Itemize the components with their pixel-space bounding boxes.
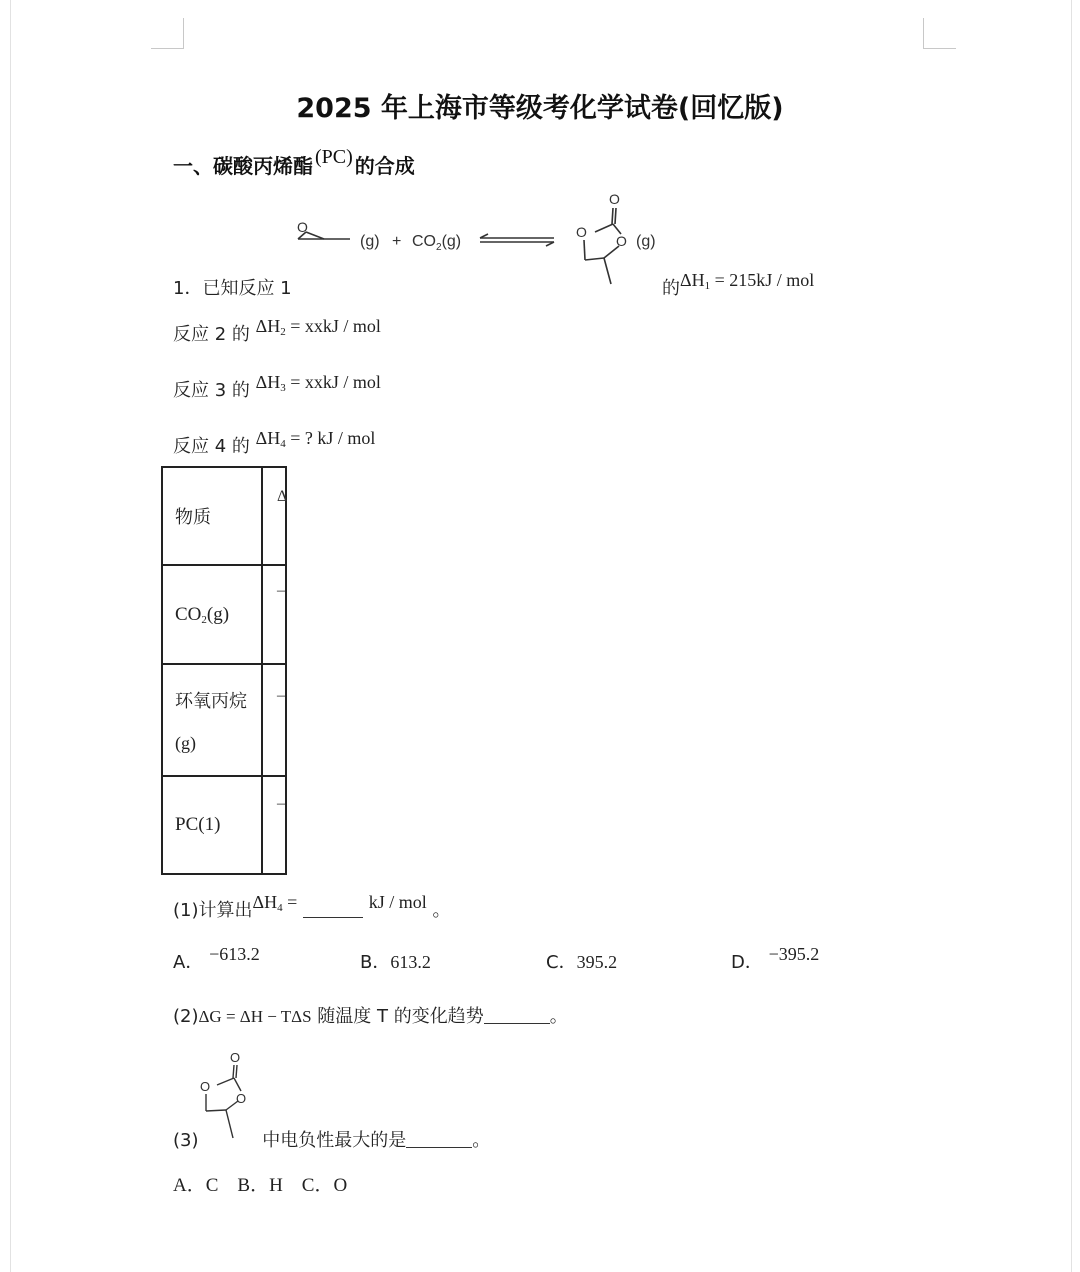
svg-text:O: O bbox=[230, 1050, 241, 1065]
co2-subscript: 2 bbox=[436, 242, 442, 253]
option-b[interactable]: B．613.2 bbox=[360, 952, 431, 973]
reaction4-line bbox=[173, 428, 376, 458]
plus-sign: + bbox=[392, 233, 402, 250]
table-row bbox=[162, 776, 286, 874]
question-3-line: (3) 中电负性最大的是 。 bbox=[173, 1130, 491, 1151]
reaction4-label: 反应 4 的 bbox=[173, 436, 250, 457]
reaction3-line bbox=[173, 372, 381, 402]
dh2-expression: $\Delta H_2$ = xxkJ / mol bbox=[255, 316, 381, 338]
document-title: 2025 年上海市等级考化学试卷(回忆版) bbox=[296, 93, 784, 124]
reactant1-state: (g) bbox=[360, 233, 380, 250]
cut-delta: Δ bbox=[277, 488, 288, 505]
svg-text:O: O bbox=[200, 1079, 211, 1094]
section-heading bbox=[173, 146, 415, 179]
section-heading-abbr: (PC) bbox=[315, 146, 353, 168]
page-corner-mark-top-right bbox=[923, 18, 956, 49]
co2-formula: CO bbox=[412, 233, 436, 250]
question-2-line: (2)ΔG = ΔH − TΔS 随温度 T 的变化趋势 。 bbox=[173, 1006, 568, 1027]
reaction2-label: 反应 2 的 bbox=[173, 324, 250, 345]
table-cell-substance: PC(1) bbox=[162, 776, 262, 874]
table-cell-cut: – bbox=[262, 664, 286, 776]
co2-state: (g) bbox=[441, 233, 462, 250]
table-row bbox=[162, 664, 286, 776]
table-row-header bbox=[162, 467, 286, 565]
answer-blank-1[interactable] bbox=[303, 901, 363, 918]
table-row bbox=[162, 565, 286, 664]
gibbs-formula: ΔG = ΔH − TΔS bbox=[198, 1007, 312, 1026]
option-d[interactable]: D． −395.2 bbox=[731, 944, 820, 973]
q1-intro: 1．已知反应 1 bbox=[173, 278, 292, 299]
enthalpy-table bbox=[161, 466, 287, 875]
dh4-expression: $\Delta H_4$ = ? kJ / mol bbox=[255, 428, 376, 450]
section-heading-text: 一、碳酸丙烯酯 bbox=[173, 154, 313, 178]
question-1-line bbox=[173, 892, 451, 922]
unit-label: kJ / mol bbox=[368, 892, 427, 912]
question-1-label: (1)计算出 bbox=[173, 900, 253, 921]
table-header-cut bbox=[262, 467, 286, 565]
svg-text:CO2(g) bbox=[412, 233, 461, 253]
period: 。 bbox=[432, 900, 451, 921]
reaction-scheme bbox=[288, 188, 688, 298]
dh1-expression: $\Delta H_1 = 215kJ$ / mol bbox=[680, 270, 815, 292]
question-3-options[interactable]: A．C B．H C．O bbox=[173, 1175, 348, 1196]
table-cell-substance: 环氧丙烷 (g) bbox=[162, 664, 262, 776]
reaction-scheme-svg bbox=[288, 188, 688, 298]
reaction2-line bbox=[173, 316, 381, 346]
page-corner-mark-top-left bbox=[151, 18, 184, 49]
table-cell-cut: – bbox=[262, 565, 286, 664]
svg-text:O: O bbox=[609, 191, 620, 207]
product-state: (g) bbox=[636, 233, 656, 250]
q1-dh1-de: 的 bbox=[662, 278, 680, 299]
answer-blank-3[interactable] bbox=[406, 1131, 472, 1148]
q1-dh1-line bbox=[662, 270, 815, 300]
dh4-calc: $\Delta H_4$ = bbox=[252, 892, 298, 914]
svg-text:O: O bbox=[236, 1091, 247, 1106]
svg-text:O: O bbox=[576, 224, 587, 240]
question-3-label: (3) bbox=[173, 1130, 199, 1151]
table-header-substance: 物质 bbox=[162, 467, 262, 565]
section-heading-suffix: 的合成 bbox=[354, 154, 415, 178]
reaction3-label: 反应 3 的 bbox=[173, 380, 250, 401]
svg-text:O: O bbox=[616, 233, 627, 249]
table-cell-cut: – bbox=[262, 776, 286, 874]
propylene-oxide-structure bbox=[297, 219, 350, 239]
dh3-expression: $\Delta H_3$ = xxkJ / mol bbox=[255, 372, 381, 394]
equilibrium-arrow bbox=[480, 234, 554, 246]
question-2-text: 随温度 T 的变化趋势 bbox=[317, 1006, 484, 1027]
option-c[interactable]: C．395.2 bbox=[546, 952, 618, 973]
propylene-carbonate-structure bbox=[576, 191, 627, 284]
option-a[interactable]: A． −613.2 bbox=[173, 944, 260, 973]
question-2-label: (2) bbox=[173, 1006, 199, 1027]
question-3-text: 中电负性最大的是 bbox=[262, 1130, 407, 1151]
table-cell-substance: $CO_2(g)$ bbox=[162, 565, 262, 664]
svg-text:O: O bbox=[297, 219, 308, 235]
answer-blank-2[interactable] bbox=[484, 1007, 550, 1024]
